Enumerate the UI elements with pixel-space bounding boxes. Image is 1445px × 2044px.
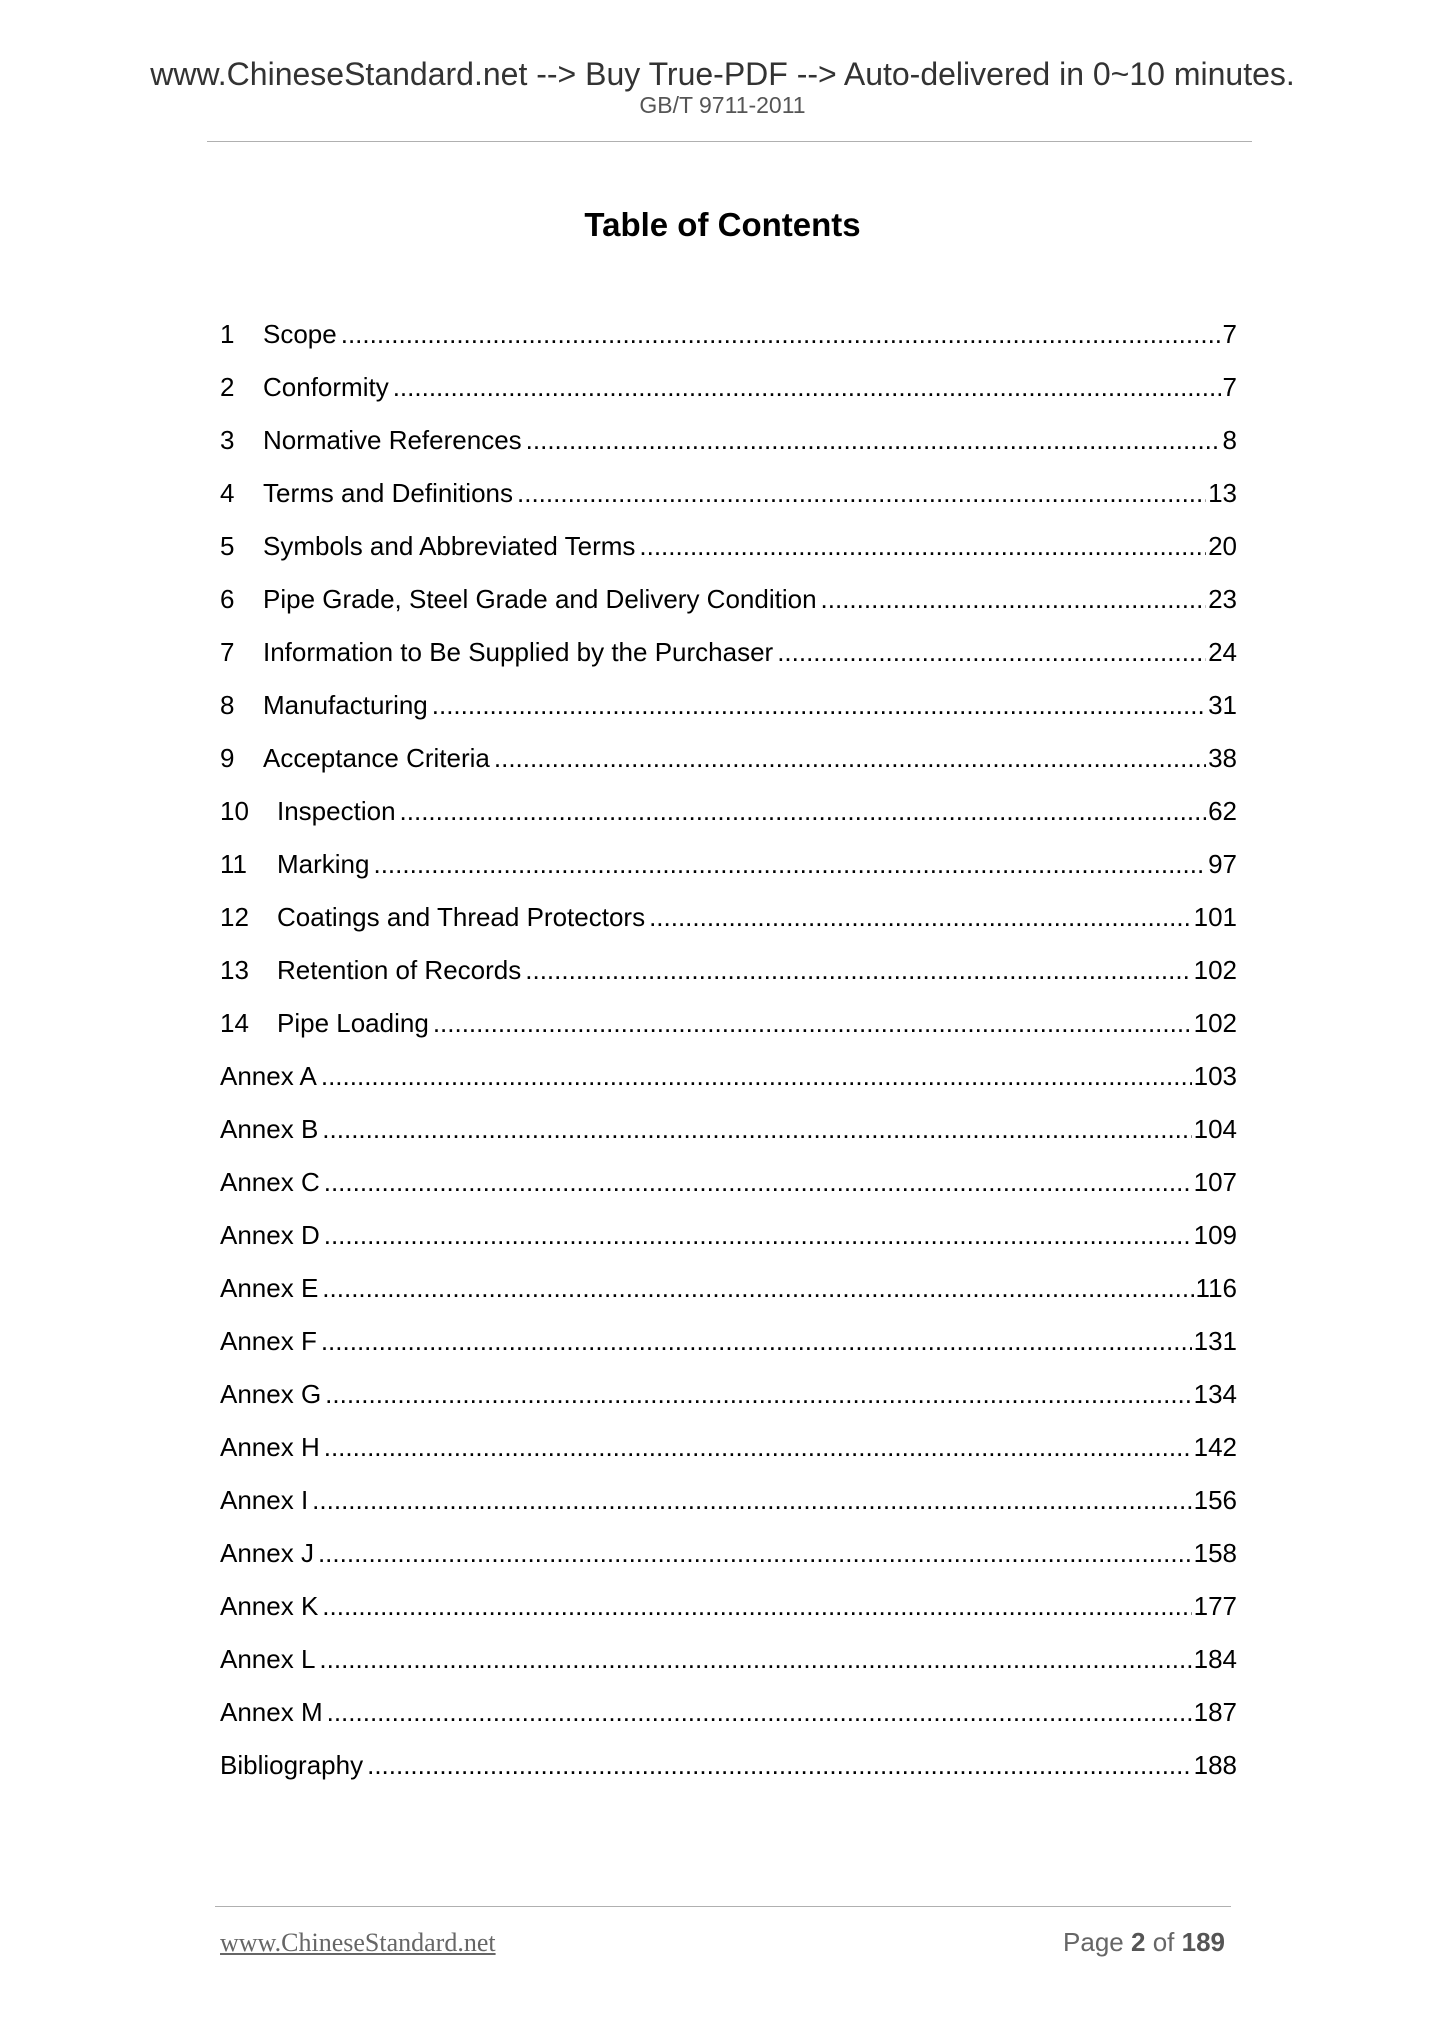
toc-entry-label: Annex I [220,1485,309,1515]
toc-dot-leader [821,582,1207,616]
toc-dot-leader [367,1748,1192,1782]
toc-entry-label: Annex D [220,1220,320,1250]
toc-entry-page: 158 [1193,1538,1237,1568]
toc-entry[interactable] [220,1483,1237,1536]
toc-entry[interactable] [220,1536,1237,1589]
footer-page-number [1063,1926,1225,1958]
toc-entry[interactable] [220,370,1237,423]
toc-dot-leader [324,1165,1192,1199]
toc-entry-label: Normative References [263,425,522,455]
toc-entry[interactable] [220,476,1237,529]
toc-entry-page: 156 [1193,1485,1237,1515]
toc-entry-page: 31 [1208,690,1237,720]
toc-dot-leader [400,794,1207,828]
header-divider [207,141,1252,142]
toc-entry-label: Coatings and Thread Protectors [277,902,646,932]
toc-entry-label: Annex M [220,1697,323,1727]
toc-dot-leader [777,635,1206,669]
toc-entry-label: Annex B [220,1114,319,1144]
toc-dot-leader [517,476,1206,510]
toc-entry[interactable] [220,688,1237,741]
toc-entry[interactable] [220,423,1237,476]
toc-entry-page: 97 [1208,849,1237,879]
toc-entry-number: 8 [220,690,235,720]
toc-entry-label: Retention of Records [277,955,522,985]
toc-entry-page: 142 [1193,1432,1237,1462]
toc-entry[interactable] [220,741,1237,794]
toc-entry-number: 3 [220,425,235,455]
toc-entry-label: Annex J [220,1538,314,1568]
toc-entry-label: Marking [277,849,370,879]
page-current: 2 [1130,1927,1146,1957]
toc-entry[interactable] [220,1112,1237,1165]
toc-dot-leader [324,1218,1192,1252]
toc-entry-label: Scope [263,319,337,349]
toc-entry-number: 11 [220,849,247,879]
toc-entry[interactable] [220,847,1237,900]
toc-entry-page: 38 [1208,743,1237,773]
toc-entry[interactable] [220,900,1237,953]
toc-entry-number: 6 [220,584,235,614]
toc-dot-leader [325,1377,1191,1411]
toc-entry-page: 131 [1193,1326,1237,1356]
toc-entry-page: 101 [1193,902,1237,932]
toc-entry-label: Annex F [220,1326,317,1356]
toc-entry-page: 24 [1208,637,1237,667]
toc-dot-leader [318,1536,1192,1570]
toc-entry-page: 7 [1222,372,1237,402]
toc-entry[interactable] [220,1165,1237,1218]
toc-entry-page: 7 [1222,319,1237,349]
toc-entry-page: 62 [1208,796,1237,826]
toc-dot-leader [526,423,1221,457]
toc-entry-label: Pipe Loading [277,1008,429,1038]
toc-entry-page: 188 [1193,1750,1237,1780]
toc-entry-label: Annex E [220,1273,319,1303]
toc-entry-label: Manufacturing [263,690,428,720]
toc-entry[interactable] [220,1695,1237,1748]
toc-dot-leader [432,688,1206,722]
toc-dot-leader [327,1695,1192,1729]
toc-entry[interactable] [220,1589,1237,1642]
page-total: 189 [1181,1927,1225,1957]
footer-site-link[interactable]: www.ChineseStandard.net [220,1928,496,1957]
toc-entry-page: 109 [1193,1220,1237,1250]
toc-dot-leader [649,900,1192,934]
toc-dot-leader [321,1059,1192,1093]
toc-entry[interactable] [220,1324,1237,1377]
toc-entry[interactable] [220,794,1237,847]
toc-dot-leader [494,741,1206,775]
toc-entry-page: 103 [1193,1061,1237,1091]
toc-entry-label: Annex G [220,1379,322,1409]
table-of-contents [220,317,1237,1801]
page-prefix: Page [1063,1927,1124,1957]
toc-dot-leader [322,1589,1191,1623]
toc-dot-leader [433,1006,1192,1040]
toc-entry[interactable] [220,529,1237,582]
toc-dot-leader [312,1483,1191,1517]
toc-entry-label: Annex L [220,1644,316,1674]
toc-entry-page: 107 [1193,1167,1237,1197]
toc-entry-page: 23 [1208,584,1237,614]
toc-entry-page: 184 [1193,1644,1237,1674]
toc-entry-page: 102 [1193,1008,1237,1038]
page-header [0,56,1445,118]
toc-entry-number: 9 [220,743,235,773]
toc-entry-page: 187 [1193,1697,1237,1727]
toc-entry-number: 2 [220,372,235,402]
toc-entry-page: 8 [1222,425,1237,455]
toc-entry-label: Terms and Definitions [263,478,513,508]
toc-dot-leader [324,1430,1192,1464]
toc-entry-number: 1 [220,319,235,349]
toc-entry-label: Conformity [263,372,389,402]
toc-entry-label: Information to Be Supplied by the Purchaser [263,637,774,667]
toc-dot-leader [639,529,1206,563]
toc-entry[interactable] [220,1748,1237,1801]
toc-entry[interactable] [220,317,1237,370]
toc-dot-leader [322,1271,1193,1305]
toc-entry-label: Annex K [220,1591,319,1621]
header-banner-link[interactable]: www.ChineseStandard.net --> Buy True-PDF --> Auto-delivered in 0~10 minutes. [150,56,1295,92]
toc-entry-number: 14 [220,1008,249,1038]
toc-entry-label: Pipe Grade, Steel Grade and Delivery Condition [263,584,817,614]
toc-entry-label: Bibliography [220,1750,364,1780]
toc-entry-label: Inspection [277,796,396,826]
toc-entry[interactable] [220,1642,1237,1695]
toc-entry[interactable] [220,1218,1237,1271]
toc-entry[interactable] [220,1059,1237,1112]
toc-entry-number: 4 [220,478,235,508]
toc-entry-page: 13 [1208,478,1237,508]
toc-dot-leader [319,1642,1191,1676]
toc-entry[interactable] [220,635,1237,688]
toc-entry-number: 7 [220,637,235,667]
toc-entry[interactable] [220,1006,1237,1059]
toc-entry-page: 116 [1195,1273,1237,1303]
toc-entry[interactable] [220,582,1237,635]
toc-entry-number: 10 [220,796,249,826]
toc-entry-page: 177 [1193,1591,1237,1621]
toc-entry-label: Symbols and Abbreviated Terms [263,531,636,561]
toc-entry-label: Annex C [220,1167,320,1197]
toc-entry[interactable] [220,1377,1237,1430]
toc-dot-leader [322,1112,1191,1146]
toc-dot-leader [321,1324,1192,1358]
toc-entry-page: 134 [1193,1379,1237,1409]
toc-dot-leader [373,847,1206,881]
toc-entry-label: Acceptance Criteria [263,743,490,773]
toc-entry-page: 102 [1193,955,1237,985]
toc-entry-number: 12 [220,902,249,932]
toc-entry-number: 13 [220,955,249,985]
toc-entry-number: 5 [220,531,235,561]
toc-entry-page: 104 [1193,1114,1237,1144]
page-separator: of [1152,1927,1175,1957]
toc-entry[interactable] [220,1430,1237,1483]
toc-entry[interactable] [220,953,1237,1006]
footer-divider [215,1906,1231,1907]
toc-dot-leader [525,953,1191,987]
toc-entry-label: Annex A [220,1061,317,1091]
toc-entry-label: Annex H [220,1432,320,1462]
page-title: Table of Contents [584,206,861,243]
header-document-id: GB/T 9711-2011 [639,92,806,118]
toc-dot-leader [341,317,1221,351]
toc-dot-leader [393,370,1221,404]
toc-entry-page: 20 [1208,531,1237,561]
toc-entry[interactable] [220,1271,1237,1324]
